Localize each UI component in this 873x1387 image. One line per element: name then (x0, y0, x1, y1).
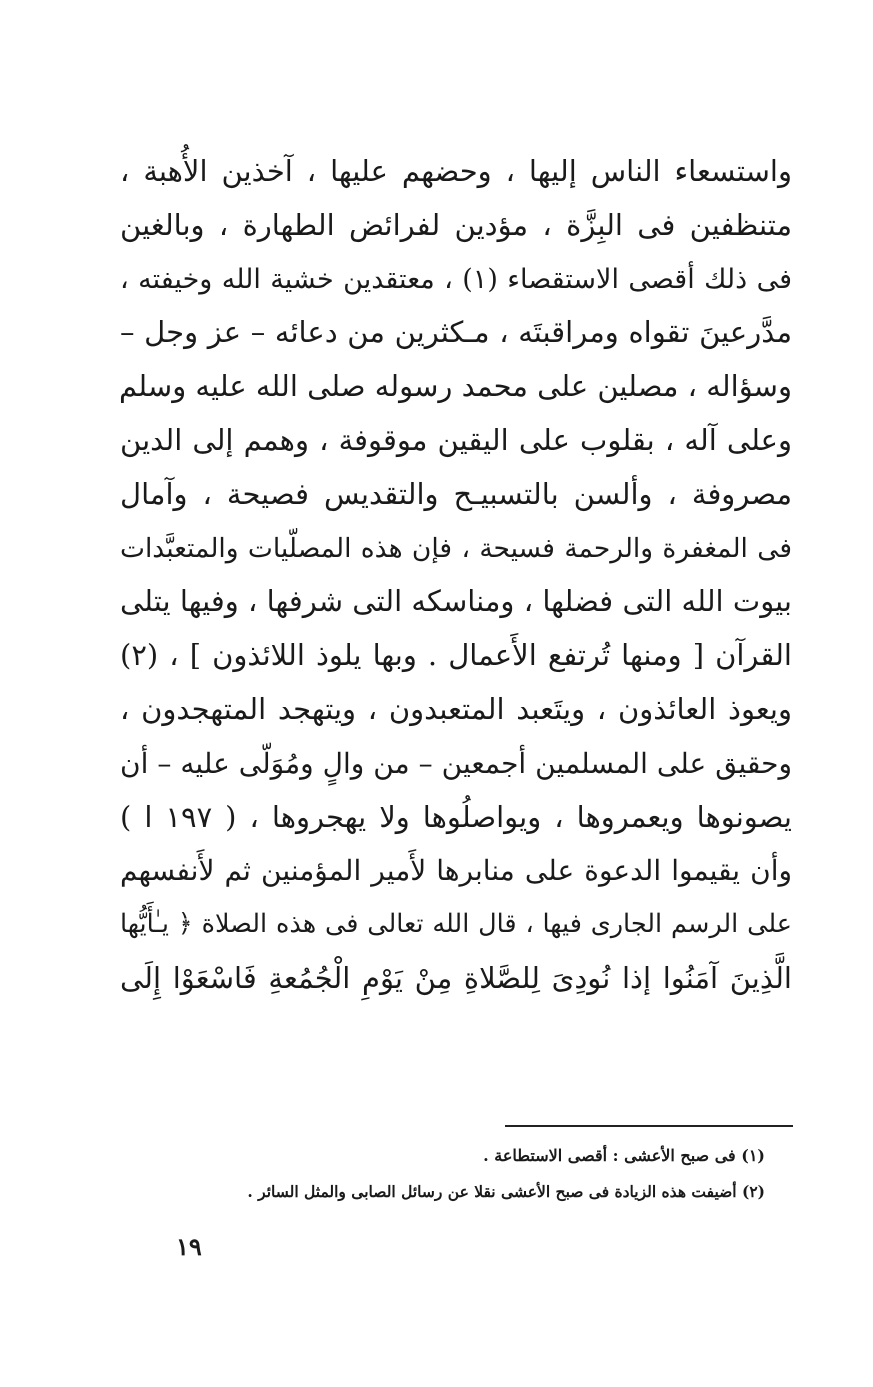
text-line: وحقيق على المسلمين أجمعين – من والٍ ومُوَلّى عليه – أن (120, 746, 792, 780)
text-line: القرآن [ ومنها تُرتفع الأَعمال . وبها يلوذ اللائذون ] ، (٢) (120, 638, 792, 673)
text-line: واستسعاء الناس إليها ، وحضهم عليها ، آخذين الأُهبة ، (120, 154, 792, 188)
text-line: فى المغفرة والرحمة فسيحة ، فإن هذه المصلّيات والمتعبَّدات (120, 532, 792, 564)
text-line: بيوت الله التى فضلها ، ومناسكه التى شرفها ، وفيها يتلى (120, 584, 792, 619)
main-text-block (120, 145, 792, 1006)
footnotes (245, 1138, 765, 1210)
text-line: مصروفة ، وألسن بالتسبيـح والتقديس فصيحة ، وآمال (120, 476, 792, 511)
text-line: الَّذِينَ آمَنُوا إذا نُودِىَ لِلصَّلاةِ مِنْ يَوْمِ الْجُمُعةِ فَاسْعَوْا إِلَى (120, 960, 792, 995)
text-line: على الرسم الجارى فيها ، قال الله تعالى فى هذه الصلاة ﴿ يـٰأَيُّها (120, 909, 792, 940)
text-line: وسؤاله ، مصلين على محمد رسوله صلى الله عليه وسلم (119, 369, 792, 404)
text-line: وعلى آله ، بقلوب على اليقين موقوفة ، وهمم إلى الدين (120, 422, 792, 457)
text-line: فى ذلك أقصى الاستقصاء (١) ، معتقدين خشية الله وخيفته ، (120, 263, 792, 295)
text-line: مدَّرعينَ تقواه ومراقبتَه ، مـكثرين من دعائه – عز وجل – (120, 315, 792, 350)
text-line: متنظفين فى البِزَّة ، مؤدين لفرائض الطهارة ، وبالغين (120, 207, 792, 242)
footnote-1: (١) فى صبح الأعشى : أقصى الاستطاعة . (483, 1146, 765, 1165)
page-number: ١٩ (176, 1232, 202, 1261)
footnote-divider (505, 1125, 793, 1127)
text-line: ويعوذ العائذون ، ويتَعبد المتعبدون ، ويتهجد المتهجدون ، (120, 691, 792, 726)
text-line: وأن يقيموا الدعوة على منابرها لأَمير المؤمنين ثم لأَنفسهم (120, 854, 792, 888)
text-line: يصونوها ويعمروها ، ويواصلُوها ولا يهجروها ، ( ١٩٧ ا ) (120, 799, 792, 834)
footnote-2: (٢) أضيفت هذه الزيادة فى صبح الأعشى نقلا عن رسائل الصابى والمثل السائر . (247, 1182, 765, 1201)
